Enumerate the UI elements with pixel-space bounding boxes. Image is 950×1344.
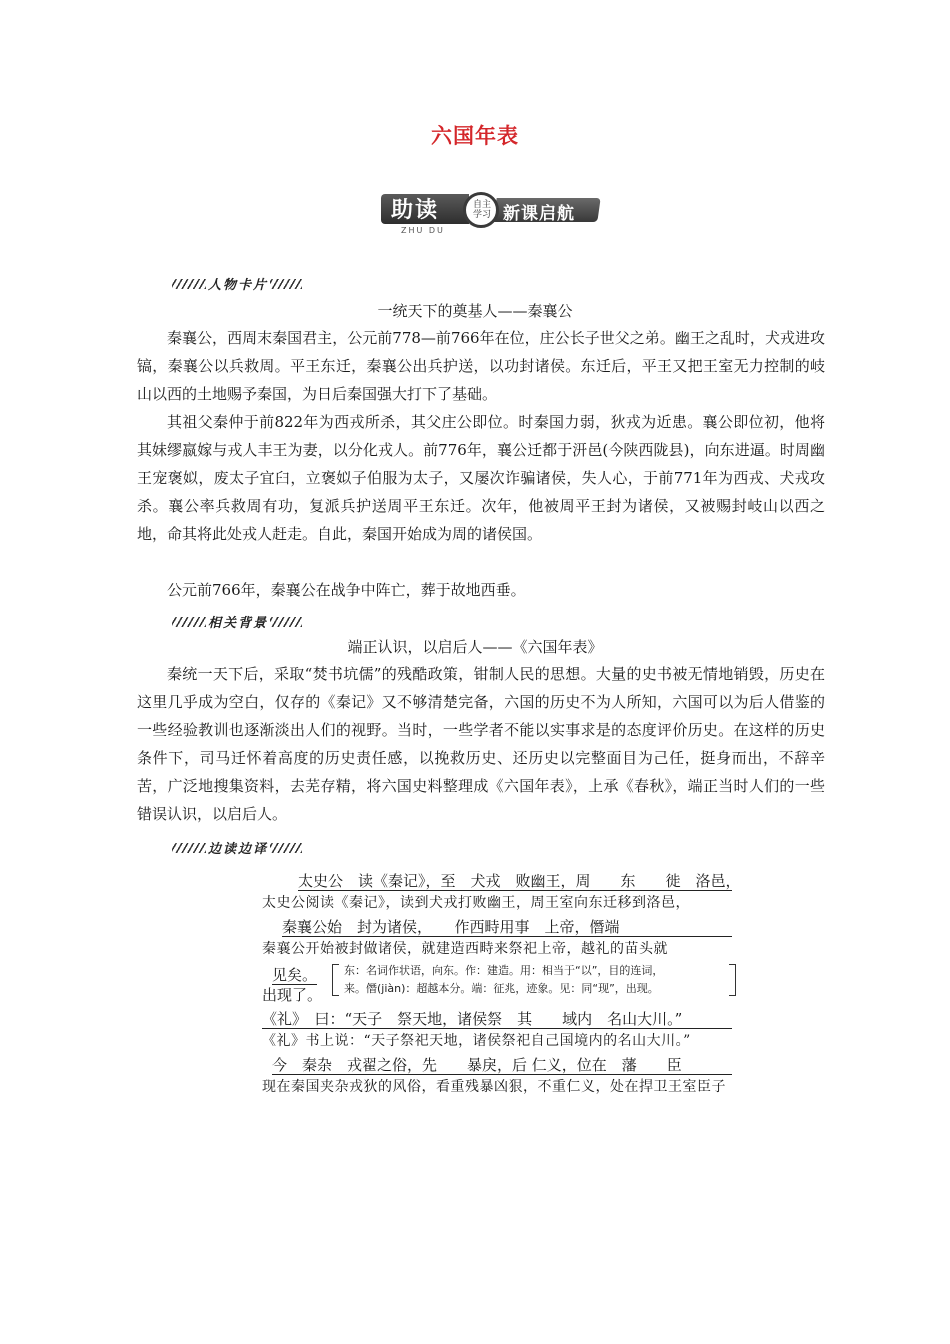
hatch-decoration (270, 279, 302, 289)
section-label-background (172, 612, 302, 631)
section-label-text: 相关背景 (208, 616, 269, 631)
bracket-right (729, 964, 736, 996)
note-line: 来。僭(jiàn)：超越本分。端：征兆，迹象。见：同“现”，出现。 (344, 982, 659, 995)
paragraph: 秦襄公，西周末秦国君主，公元前778—前766年在位，庄公长子世父之弟。幽王之乱时，犬戎进攻镐，秦襄公以兵救周。平王东迁，秦襄公出兵护送，以功封诸侯。东迁后，平王又把王室无力控制的岐山以西的土地赐予秦国，为日后秦国强大打下了基础。 (137, 329, 825, 403)
banner-sub-word: 新课启航 (503, 204, 575, 224)
original-text-line: 今 秦杂 戎翟之俗，先 暴戾，后 仁义，位在 藩 臣 (272, 1056, 732, 1075)
banner-circle-text: 自主学习 (472, 200, 491, 220)
note-line: 东：名词作状语，向东。作：建造。用：相当于“以”，目的连词， (344, 964, 664, 977)
translation-line: 出现了。 (262, 986, 323, 1004)
section-banner (381, 190, 601, 236)
paragraph: 其祖父秦仲于前822年为西戎所杀，其父庄公即位。时秦国力弱，狄戎为近患。襄公即位初，他将其妹缪嬴嫁与戎人丰王为妻，以分化戎人。前776年，襄公迁都于汧邑(今陕西陇县)，向东进逼。时周幽王宠褒姒，废太子宜臼，立褒姒子伯服为太子，又屡次诈骗诸侯，失人心，于前771年为西戎、犬戎攻杀。襄公率兵救周有功，复派兵护送周平王东迁。次年，他被周平王封为诸侯，又被赐封岐山以西之地，命其将此处戎人赶走。自此，秦国开始成为周的诸侯国。 (137, 413, 825, 543)
section-label-text: 边读边译 (208, 842, 269, 857)
hatch-decoration (172, 843, 206, 853)
bracket-left (332, 964, 339, 996)
vocabulary-notes (332, 962, 726, 1000)
section-heading: 一统天下的奠基人——秦襄公 (377, 302, 573, 320)
original-text-line: 《礼》 曰：“天子 祭天地，诸侯祭 其 域内 名山大川。” (262, 1010, 732, 1029)
original-text-line: 秦襄公始 封为诸侯， 作西畤用事 上帝，僭端 (282, 918, 732, 937)
hatch-decoration (172, 617, 206, 627)
banner-circle-badge (463, 192, 499, 228)
section-label-text: 人物卡片 (208, 278, 269, 293)
section-label-read-translate (172, 838, 302, 857)
paragraph: 公元前766年，秦襄公在战争中阵亡，葬于故地西垂。 (167, 581, 526, 599)
page-title: 六国年表 (431, 124, 519, 148)
original-text-line: 太史公 读《秦记》，至 犬戎 败幽王，周 东 徙 洛邑， (298, 872, 741, 890)
hatch-decoration (172, 279, 206, 289)
hatch-decoration (270, 617, 302, 627)
paragraph: 秦统一天下后，采取“焚书坑儒”的残酷政策，钳制人民的思想。大量的史书被无情地销毁，历史在这里几乎成为空白，仅存的《秦记》又不够清楚完备，六国的历史不为人所知，六国可以为后人借鉴的一些经验教训也逐渐淡出人们的视野。当时，一些学者不能以实事求是的态度评价历史。在这样的历史条件下，司马迁怀着高度的历史责任感，以挽救历史、还历史以完整面目为己任，挺身而出，不辞辛苦，广泛地搜集资料，去芜存精，将六国史料整理成《六国年表》，上承《春秋》，端正当时人们的一些错误认识，以启后人。 (137, 665, 825, 823)
banner-pinyin: ZHU DU (401, 226, 445, 235)
section-label-character-card (172, 274, 302, 293)
hatch-decoration (270, 843, 302, 853)
translation-line: 秦襄公开始被封做诸侯，就建造西畤来祭祀上帝，越礼的苗头就 (262, 941, 668, 957)
section-heading: 端正认识，以启后人——《六国年表》 (347, 638, 603, 656)
translation-line: 太史公阅读《秦记》，读到犬戎打败幽王，周王室向东迁移到洛邑， (262, 895, 690, 911)
translation-line: 现在秦国夹杂戎狄的风俗，看重残暴凶狠，不重仁义，处在捍卫王室臣子 (262, 1079, 726, 1095)
original-text-line: 见矣。 (272, 966, 318, 984)
banner-main-word: 助读 (391, 198, 440, 223)
translation-line: 《礼》书上说：“天子祭祀天地，诸侯祭祀自己国境内的名山大川。” (262, 1033, 691, 1049)
